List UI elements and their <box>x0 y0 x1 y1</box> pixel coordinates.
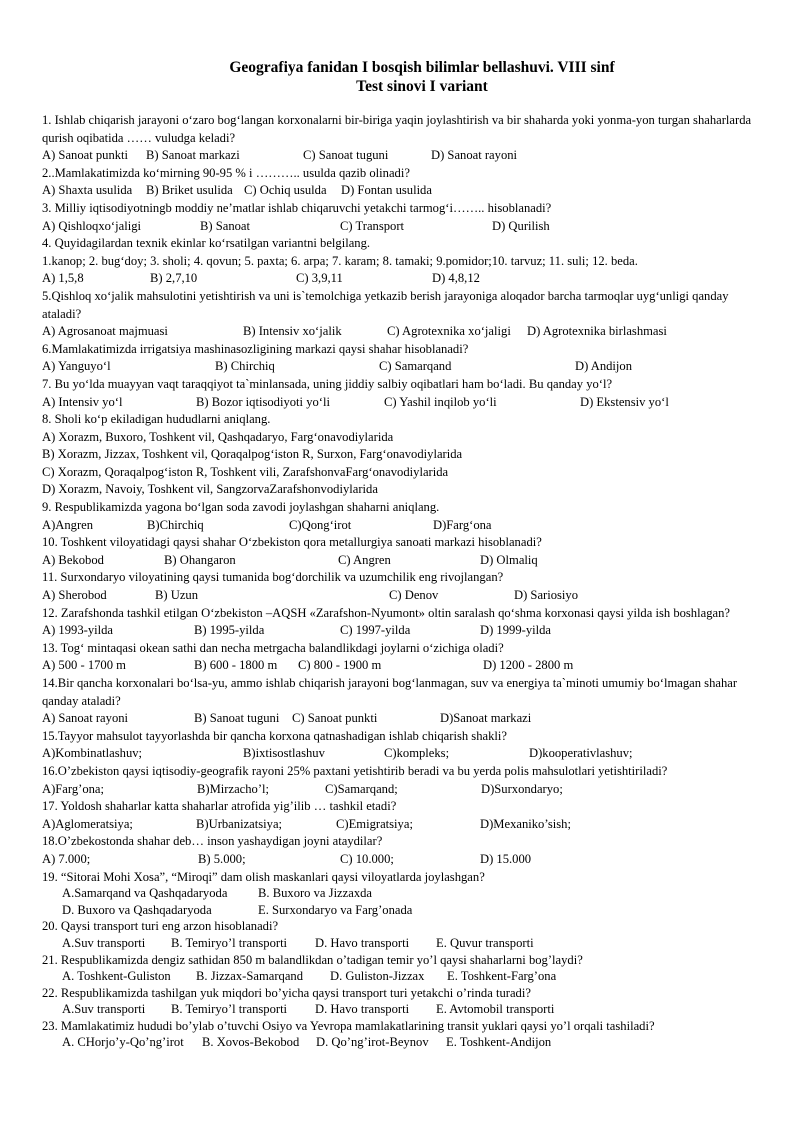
options-9 <box>42 517 758 535</box>
question-8: 8. Sholi ko‘p ekiladigan hududlarni aniqlang. <box>42 412 271 427</box>
question-4-items: 1.kanop; 2. bug‘doy; 3. sholi; 4. qovun; 5. paxta; 6. arpa; 7. karam; 8. tamaki; 9.pomidor;10. tarvuz; 11. suli; 12. beda. <box>42 253 638 268</box>
question-1: 1. Ishlab chiqarish jarayoni o‘zaro bog‘langan korxonalarni bir-biriga yaqin joylashtirish va bir shaharda yoki yonma-yon turgan shaharlarda qurish oqibatida …… vuludga keladi? <box>42 113 752 145</box>
option: A) Sherobod <box>42 588 107 603</box>
options-22 <box>42 1001 758 1018</box>
option: E. Quvur transporti <box>436 935 534 950</box>
option: A) Agrosanoat majmuasi <box>42 324 168 339</box>
option: B. Jizzax-Samarqand <box>196 969 304 984</box>
option: A)Farg’ona; <box>42 781 105 796</box>
option: D. Havo transporti <box>315 1002 410 1017</box>
option: D) 1200 - 2800 m <box>483 658 574 673</box>
question-2: 2..Mamlakatimizda ko‘mirning 90-95 % i ……….. usulda qazib olinadi? <box>42 165 410 180</box>
options-6 <box>42 358 758 376</box>
question-10: 10. Toshkent viloyatidagi qaysi shahar O‘zbekiston qora metallurgiya sanoati markazi hisoblanadi? <box>42 535 542 550</box>
option: A) Sanoat punkti <box>42 148 129 163</box>
option: D) Sanoat rayoni <box>431 148 518 163</box>
options-17 <box>42 816 758 834</box>
option: E. Avtomobil transporti <box>436 1002 555 1017</box>
option: C)kompleks; <box>384 746 450 761</box>
option: D) 4,8,12 <box>432 271 480 286</box>
option: B) Sanoat markazi <box>146 148 240 163</box>
question-15: 15.Tayyor mahsulot tayyorlashda bir qancha korxona qatnashadigan ishlab chiqarish shakli? <box>42 728 507 743</box>
question-22: 22. Respublikamizda tashilgan yuk miqdori bo’yicha qaysi transport turi yetakchi o’rinda turadi? <box>42 985 531 1000</box>
option: B. Temiryo’l transporti <box>171 935 288 950</box>
option: A.Suv transporti <box>62 1002 146 1017</box>
options-19a <box>42 885 758 902</box>
option: D) Xorazm, Navoiy, Toshkent vil, SangzorvaZarafshonvodiylarida <box>42 482 378 497</box>
question-3: 3. Milliy iqtisodiyotningb moddiy ne’matlar ishlab chiqaruvchi yetakchi tarmog‘i…….. hisoblanadi? <box>42 200 552 215</box>
option: A) Xorazm, Buxoro, Toshkent vil, Qashqadaryo, Farg‘onavodiylarida <box>42 429 394 444</box>
question-5: 5.Qishloq xo‘jalik mahsulotini yetishtirish va uni is`temolchiga yetkazib berish jarayoniga aloqador barcha tarmoqlar uyg‘unligi qanday ataladi? <box>42 288 729 321</box>
question-19: 19. “Sitorai Mohi Xosa”, “Miroqi” dam olish maskanlari qaysi viloyatlarda joylashgan? <box>42 869 485 884</box>
option: C) Yashil inqilob yo‘li <box>384 394 497 409</box>
option: A.Suv transporti <box>62 935 146 950</box>
option: C) Denov <box>389 588 439 603</box>
options-20 <box>42 935 758 952</box>
option: B) Uzun <box>155 588 199 603</box>
options-23 <box>42 1034 758 1051</box>
option: D. Buxoro va Qashqadaryoda <box>62 902 212 917</box>
option: D)kooperativlashuv; <box>529 746 633 761</box>
question-21: 21. Respublikamizda dengiz sathidan 850 m balandlikdan o’tadigan temir yo’l qaysi shaharlarni bog’laydi? <box>42 952 583 967</box>
option: B) Chirchiq <box>215 359 275 374</box>
option: B. Xovos-Bekobod <box>202 1035 300 1050</box>
option: D)Sanoat markazi <box>440 711 532 726</box>
option: A. Toshkent-Guliston <box>62 969 171 984</box>
option: C) Agrotexnika xo‘jaligi <box>387 324 511 339</box>
question-6: 6.Mamlakatimizda irrigatsiya mashinasozligining markazi qaysi shahar hisoblanadi? <box>42 341 469 356</box>
options-18 <box>42 851 758 869</box>
option: C) Xorazm, Qoraqalpog‘iston R, Toshkent vili, ZarafshonvaFarg‘onavodiylarida <box>42 464 449 479</box>
options-4 <box>42 270 758 288</box>
document-title: Geografiya fanidan I bosqish bilimlar bellashuvi. VIII sinf <box>229 59 615 76</box>
option: A) Bekobod <box>42 552 104 567</box>
options-3 <box>42 218 758 236</box>
option: A) Yanguyo‘l <box>42 359 111 374</box>
option: D) Qurilish <box>492 218 550 233</box>
option: B. Temiryo’l transporti <box>171 1002 288 1017</box>
option: C) 800 - 1900 m <box>298 658 382 673</box>
option: A) Intensiv yo‘l <box>42 394 123 409</box>
option: D)Surxondaryo; <box>481 781 563 796</box>
option: C)Emigratsiya; <box>336 816 413 831</box>
option: D) 1999-yilda <box>480 623 551 638</box>
document-subtitle: Test sinovi I variant <box>356 78 488 95</box>
question-18: 18.O’zbekostonda shahar deb… inson yashaydigan joyni ataydilar? <box>42 834 383 849</box>
options-2 <box>42 182 758 200</box>
option: D. Guliston-Jizzax <box>330 969 425 984</box>
question-17: 17. Yoldosh shaharlar katta shaharlar atrofida yig’ilib … tashkil etadi? <box>42 799 397 814</box>
option: B) Briket usulida <box>146 183 233 198</box>
options-15 <box>42 745 758 763</box>
option: B) Sanoat <box>200 218 251 233</box>
option: D) Olmaliq <box>480 552 538 567</box>
option: C)Samarqand; <box>325 781 398 796</box>
option: C)Qong‘irot <box>289 517 352 532</box>
options-7 <box>42 394 758 412</box>
option: A) Qishloqxo‘jaligi <box>42 218 141 233</box>
option: D) Sariosiyo <box>514 588 579 603</box>
option: B) Ohangaron <box>164 552 236 567</box>
question-11: 11. Surxondaryo viloyatining qaysi tumanida bog‘dorchilik va uzumchilik eng rivojlangan? <box>42 570 504 585</box>
option: C) Angren <box>338 552 391 567</box>
option: B)ixtisostlashuv <box>243 746 325 761</box>
option: D) Agrotexnika birlashmasi <box>527 324 667 339</box>
option: D)Mexaniko’sish; <box>480 816 571 831</box>
option: B) Intensiv xo‘jalik <box>243 324 342 339</box>
option: B) Xorazm, Jizzax, Toshkent vil, Qoraqalpog‘iston R, Surxon, Farg‘onavodiylarida <box>42 447 463 462</box>
question-13: 13. Tog‘ mintaqasi okean sathi dan necha metrgacha balandlikdagi joylarni o‘zichiga oladi? <box>42 640 504 655</box>
option: B) Bozor iqtisodiyoti yo‘li <box>196 394 330 409</box>
option: D. Qo’ng’irot-Beynov <box>316 1035 429 1050</box>
option: B) 5.000; <box>198 851 246 866</box>
option: A)Aglomeratsiya; <box>42 816 133 831</box>
options-19b <box>42 902 758 919</box>
option: E. Toshkent-Andijon <box>446 1035 552 1050</box>
option: C) 1997-yilda <box>340 623 411 638</box>
options-12 <box>42 622 758 640</box>
question-12: 12. Zarafshonda tashkil etilgan O‘zbekiston –AQSH «Zarafshon-Nyumont» oltin saralash qo‘shma korxonasi qaysi yilda ish boshlagan? <box>42 605 730 620</box>
option: B. Buxoro va Jizzaxda <box>258 886 373 901</box>
question-9: 9. Respublikamizda yagona bo‘lgan soda zavodi joylashgan shaharni aniqlang. <box>42 500 440 515</box>
question-16: 16.O’zbekiston qaysi iqtisodiy-geografik rayoni 25% paxtani yetishtirib beradi va bu yerda polis mahsulotlari yetishtiriladi? <box>42 763 668 778</box>
option: B) 2,7,10 <box>150 271 198 286</box>
option: C) Transport <box>340 218 405 233</box>
option: D) Ekstensiv yo‘l <box>580 394 669 409</box>
option: C) 10.000; <box>340 851 394 866</box>
option: B) 600 - 1800 m <box>194 658 278 673</box>
options-5 <box>42 323 758 341</box>
option: A. CHorjo’y-Qo’ng’irot <box>62 1035 184 1050</box>
question-20: 20. Qaysi transport turi eng arzon hisoblanadi? <box>42 919 279 934</box>
option: A)Angren <box>42 517 94 532</box>
option: A.Samarqand va Qashqadaryoda <box>62 886 228 901</box>
option: A)Kombinatlashuv; <box>42 746 143 761</box>
question-4: 4. Quyidagilardan texnik ekinlar ko‘rsatilgan variantni belgilang. <box>42 236 371 251</box>
question-23: 23. Mamlakatimiz hududi bo’ylab o’tuvchi Osiyo va Yevropa mamlakatlarining transit yuklari qaysi yo’l orqali tashiladi? <box>42 1018 655 1033</box>
option: A) 500 - 1700 m <box>42 658 126 673</box>
options-13 <box>42 657 758 675</box>
option: A) Shaxta usulida <box>42 183 133 198</box>
option: A) 1993-yilda <box>42 623 113 638</box>
option: B)Urbanizatsiya; <box>196 816 283 831</box>
question-7: 7. Bu yo‘lda muayyan vaqt taraqqiyot ta`minlansada, uning jiddiy salbiy oqibatlari ham bo‘ladi. Bu qanday yo‘l? <box>42 376 613 391</box>
option: D. Havo transporti <box>315 935 410 950</box>
question-list <box>42 112 758 1051</box>
options-10 <box>42 552 758 570</box>
options-21 <box>42 968 758 985</box>
option: A) 7.000; <box>42 851 91 866</box>
option: D) 15.000 <box>480 851 532 866</box>
option: D) Fontan usulida <box>341 183 432 198</box>
option: C) 3,9,11 <box>296 271 343 286</box>
option: C) Sanoat tuguni <box>303 148 389 163</box>
options-1 <box>42 147 758 165</box>
options-16 <box>42 781 758 799</box>
option: A) Sanoat rayoni <box>42 711 129 726</box>
option: E. Toshkent-Farg’ona <box>447 969 557 984</box>
option: C) Ochiq usulda <box>244 183 327 198</box>
option: B)Mirzacho’l; <box>197 781 270 796</box>
option: B)Chirchiq <box>147 517 204 532</box>
option: B) Sanoat tuguni <box>194 711 280 726</box>
option: C) Samarqand <box>379 359 452 374</box>
question-14: 14.Bir qancha korxonalari bo‘lsa-yu, ammo ishlab chiqarish jarayoni bog‘lanmagan, suv va energiya ta`minoti umumiy bo‘lmagan shahar qanday ataladi? <box>42 676 738 708</box>
options-14 <box>42 710 758 728</box>
option: A) 1,5,8 <box>42 271 84 286</box>
options-11 <box>42 587 758 605</box>
option: E. Surxondaryo va Farg’onada <box>258 902 413 917</box>
option: C) Sanoat punkti <box>292 711 378 726</box>
option: B) 1995-yilda <box>194 623 265 638</box>
option: D) Andijon <box>575 359 633 374</box>
option: D)Farg‘ona <box>433 517 492 532</box>
